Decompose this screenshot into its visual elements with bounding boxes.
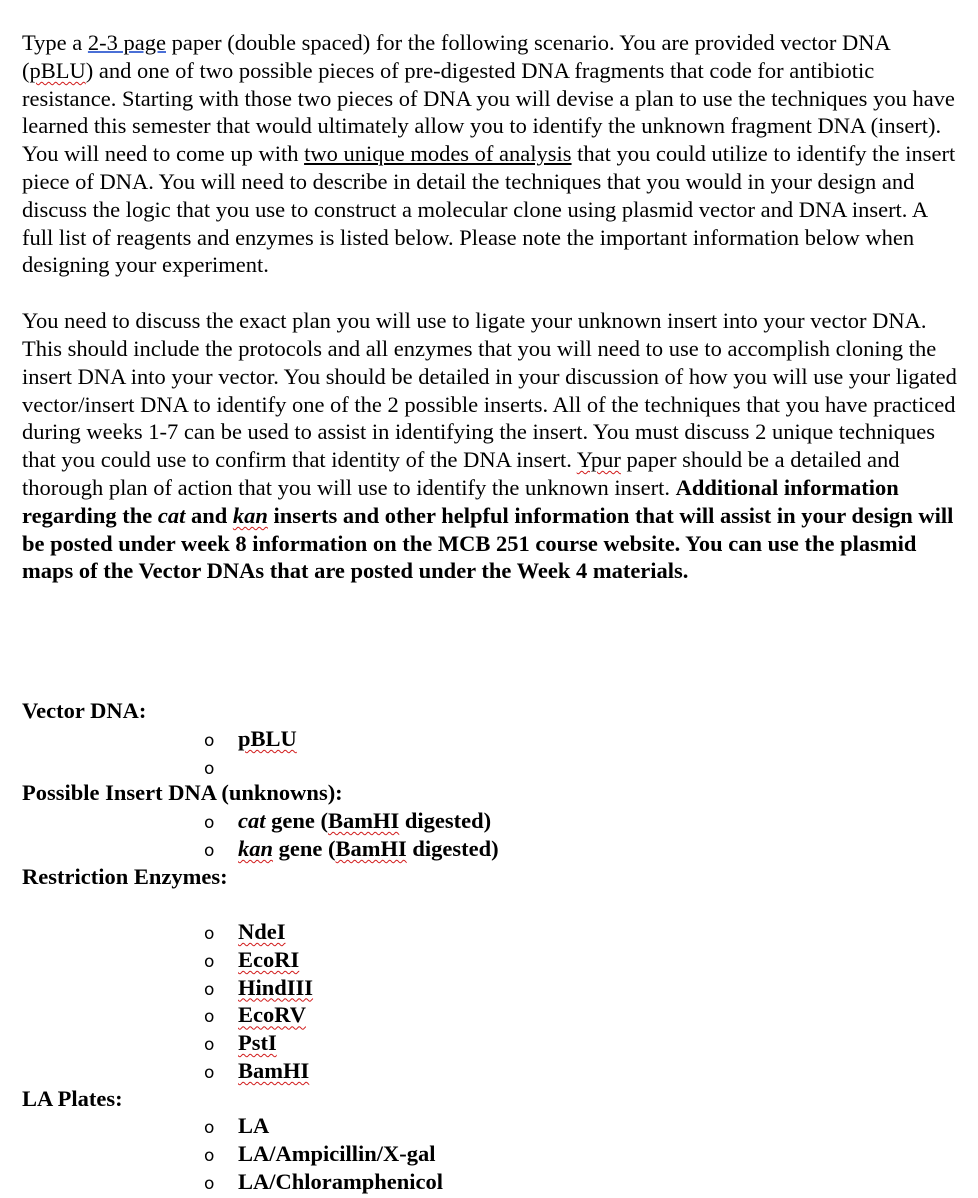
plates-heading: LA Plates: (22, 1086, 123, 1111)
vector-list (204, 725, 297, 781)
list-item (204, 974, 313, 1002)
insert-enzyme: BamHI (335, 835, 407, 861)
inserts-heading: Possible Insert DNA (unknowns): (22, 780, 343, 805)
bullet-icon: o (204, 1173, 215, 1194)
vector-item-pblu: pBLU (238, 726, 297, 751)
list-item (204, 1112, 443, 1140)
list-item (204, 1001, 313, 1029)
list-item (204, 725, 297, 753)
inserts-list (204, 807, 499, 863)
bullet-icon: o (204, 731, 215, 751)
enzyme-bamhi: BamHI (238, 1057, 310, 1083)
bullet-icon: o (204, 1007, 215, 1028)
typo-ypur: Ypur (576, 447, 621, 473)
intro-paragraph (22, 29, 962, 279)
plate-la-chloramphenicol: LA/Chloramphenicol (238, 1168, 444, 1194)
bullet-icon: o (204, 1062, 215, 1083)
insert-name-cat: cat (238, 808, 266, 833)
bold-text-3: inserts and other helpful information that will assist in your design will be posted under week 8 information on the MCB 251 course website. You can use the plasmid maps of the Vector DNAs that are posted under the Week 4 materials. (22, 502, 954, 584)
page-count-link: 2-3 page (87, 30, 166, 55)
kan-italic: kan (232, 502, 268, 528)
list-item (204, 753, 297, 781)
list-item (204, 807, 499, 835)
bullet-icon: o (204, 979, 215, 1000)
bullet-icon: o (204, 813, 215, 833)
bullet-icon: o (204, 924, 215, 944)
list-item (204, 1029, 313, 1057)
list-item (204, 918, 313, 946)
cat-italic: cat (157, 502, 186, 528)
enzyme-ecori: EcoRI (238, 946, 300, 972)
insert-text: gene ( (273, 835, 336, 861)
enzyme-hindiii: HindIII (238, 974, 314, 1000)
bullet-icon: o (204, 1145, 215, 1166)
bullet-icon: o (204, 758, 215, 779)
insert-enzyme: BamHI (327, 808, 400, 833)
enzyme-ndei: NdeI (238, 919, 286, 944)
assignment-document (22, 29, 962, 585)
intro-text-1: Type a (22, 30, 88, 55)
unique-modes-underlined: two unique modes of analysis (304, 141, 572, 167)
insert-text: digested) (406, 835, 499, 861)
bold-text-2: and (185, 502, 233, 528)
list-item (204, 835, 499, 863)
insert-text: digested) (399, 808, 492, 833)
bullet-icon: o (204, 1118, 215, 1138)
list-item (204, 1057, 313, 1085)
bold-text-1: Additional information regarding the (22, 474, 899, 528)
bullet-icon: o (204, 840, 215, 861)
plate-la-amp-xgal: LA/Ampicillin/X-gal (238, 1140, 436, 1166)
plates-list (204, 1112, 443, 1195)
insert-name-kan: kan (238, 835, 274, 861)
intro-text-2: paper (double spaced) for the following scenario. You are provided vector DNA ( (22, 30, 890, 83)
bullet-icon: o (204, 951, 215, 972)
enzymes-list (204, 918, 313, 1085)
vector-name-inline: pBLU (29, 57, 86, 83)
list-item (204, 1140, 443, 1168)
enzyme-psti: PstI (238, 1030, 277, 1056)
plan-text-2: paper should be a detailed and thorough plan of action that you will use to identify the unknown insert. (22, 447, 900, 500)
plan-text-1: You need to discuss the exact plan you will use to ligate your unknown insert into your vector DNA. This should include the protocols and all enzymes that you will need to use to accomplish cloning the insert DNA into your vector. You should be detailed in your discussion of how you will use your ligated vector/insert DNA to identify one of the 2 possible inserts. All of the techniques that you have practiced during weeks 1-7 can be used to assist in identifying the insert. You must discuss 2 unique techniques that you could use to confirm that identity of the DNA insert. (22, 308, 957, 473)
bullet-icon: o (204, 1035, 215, 1056)
enzyme-ecorv: EcoRV (238, 1002, 306, 1028)
intro-text-3: ) and one of two possible pieces of pre-digested DNA fragments that code for antibiotic resistance. Starting with those two pieces of DNA you will devise a plan to use the techniques you have learned this semester that would ultimately allow you to identify the unknown fragment DNA (insert). You will need to come up with (22, 57, 955, 167)
list-item (204, 1168, 443, 1196)
plate-la: LA (238, 1113, 270, 1138)
vector-heading: Vector DNA: (22, 698, 147, 723)
insert-text: gene ( (265, 808, 328, 833)
enzymes-heading: Restriction Enzymes: (22, 864, 228, 889)
list-item (204, 946, 313, 974)
plan-paragraph (22, 307, 962, 585)
intro-text-4: that you could utilize to identify the insert piece of DNA. You will need to describe in detail the techniques that you would in your design and discuss the logic that you use to construct a molecular clone using plasmid vector and DNA insert. A full list of reagents and enzymes is listed below. Please note the important information below when designing your experiment. (22, 141, 956, 278)
